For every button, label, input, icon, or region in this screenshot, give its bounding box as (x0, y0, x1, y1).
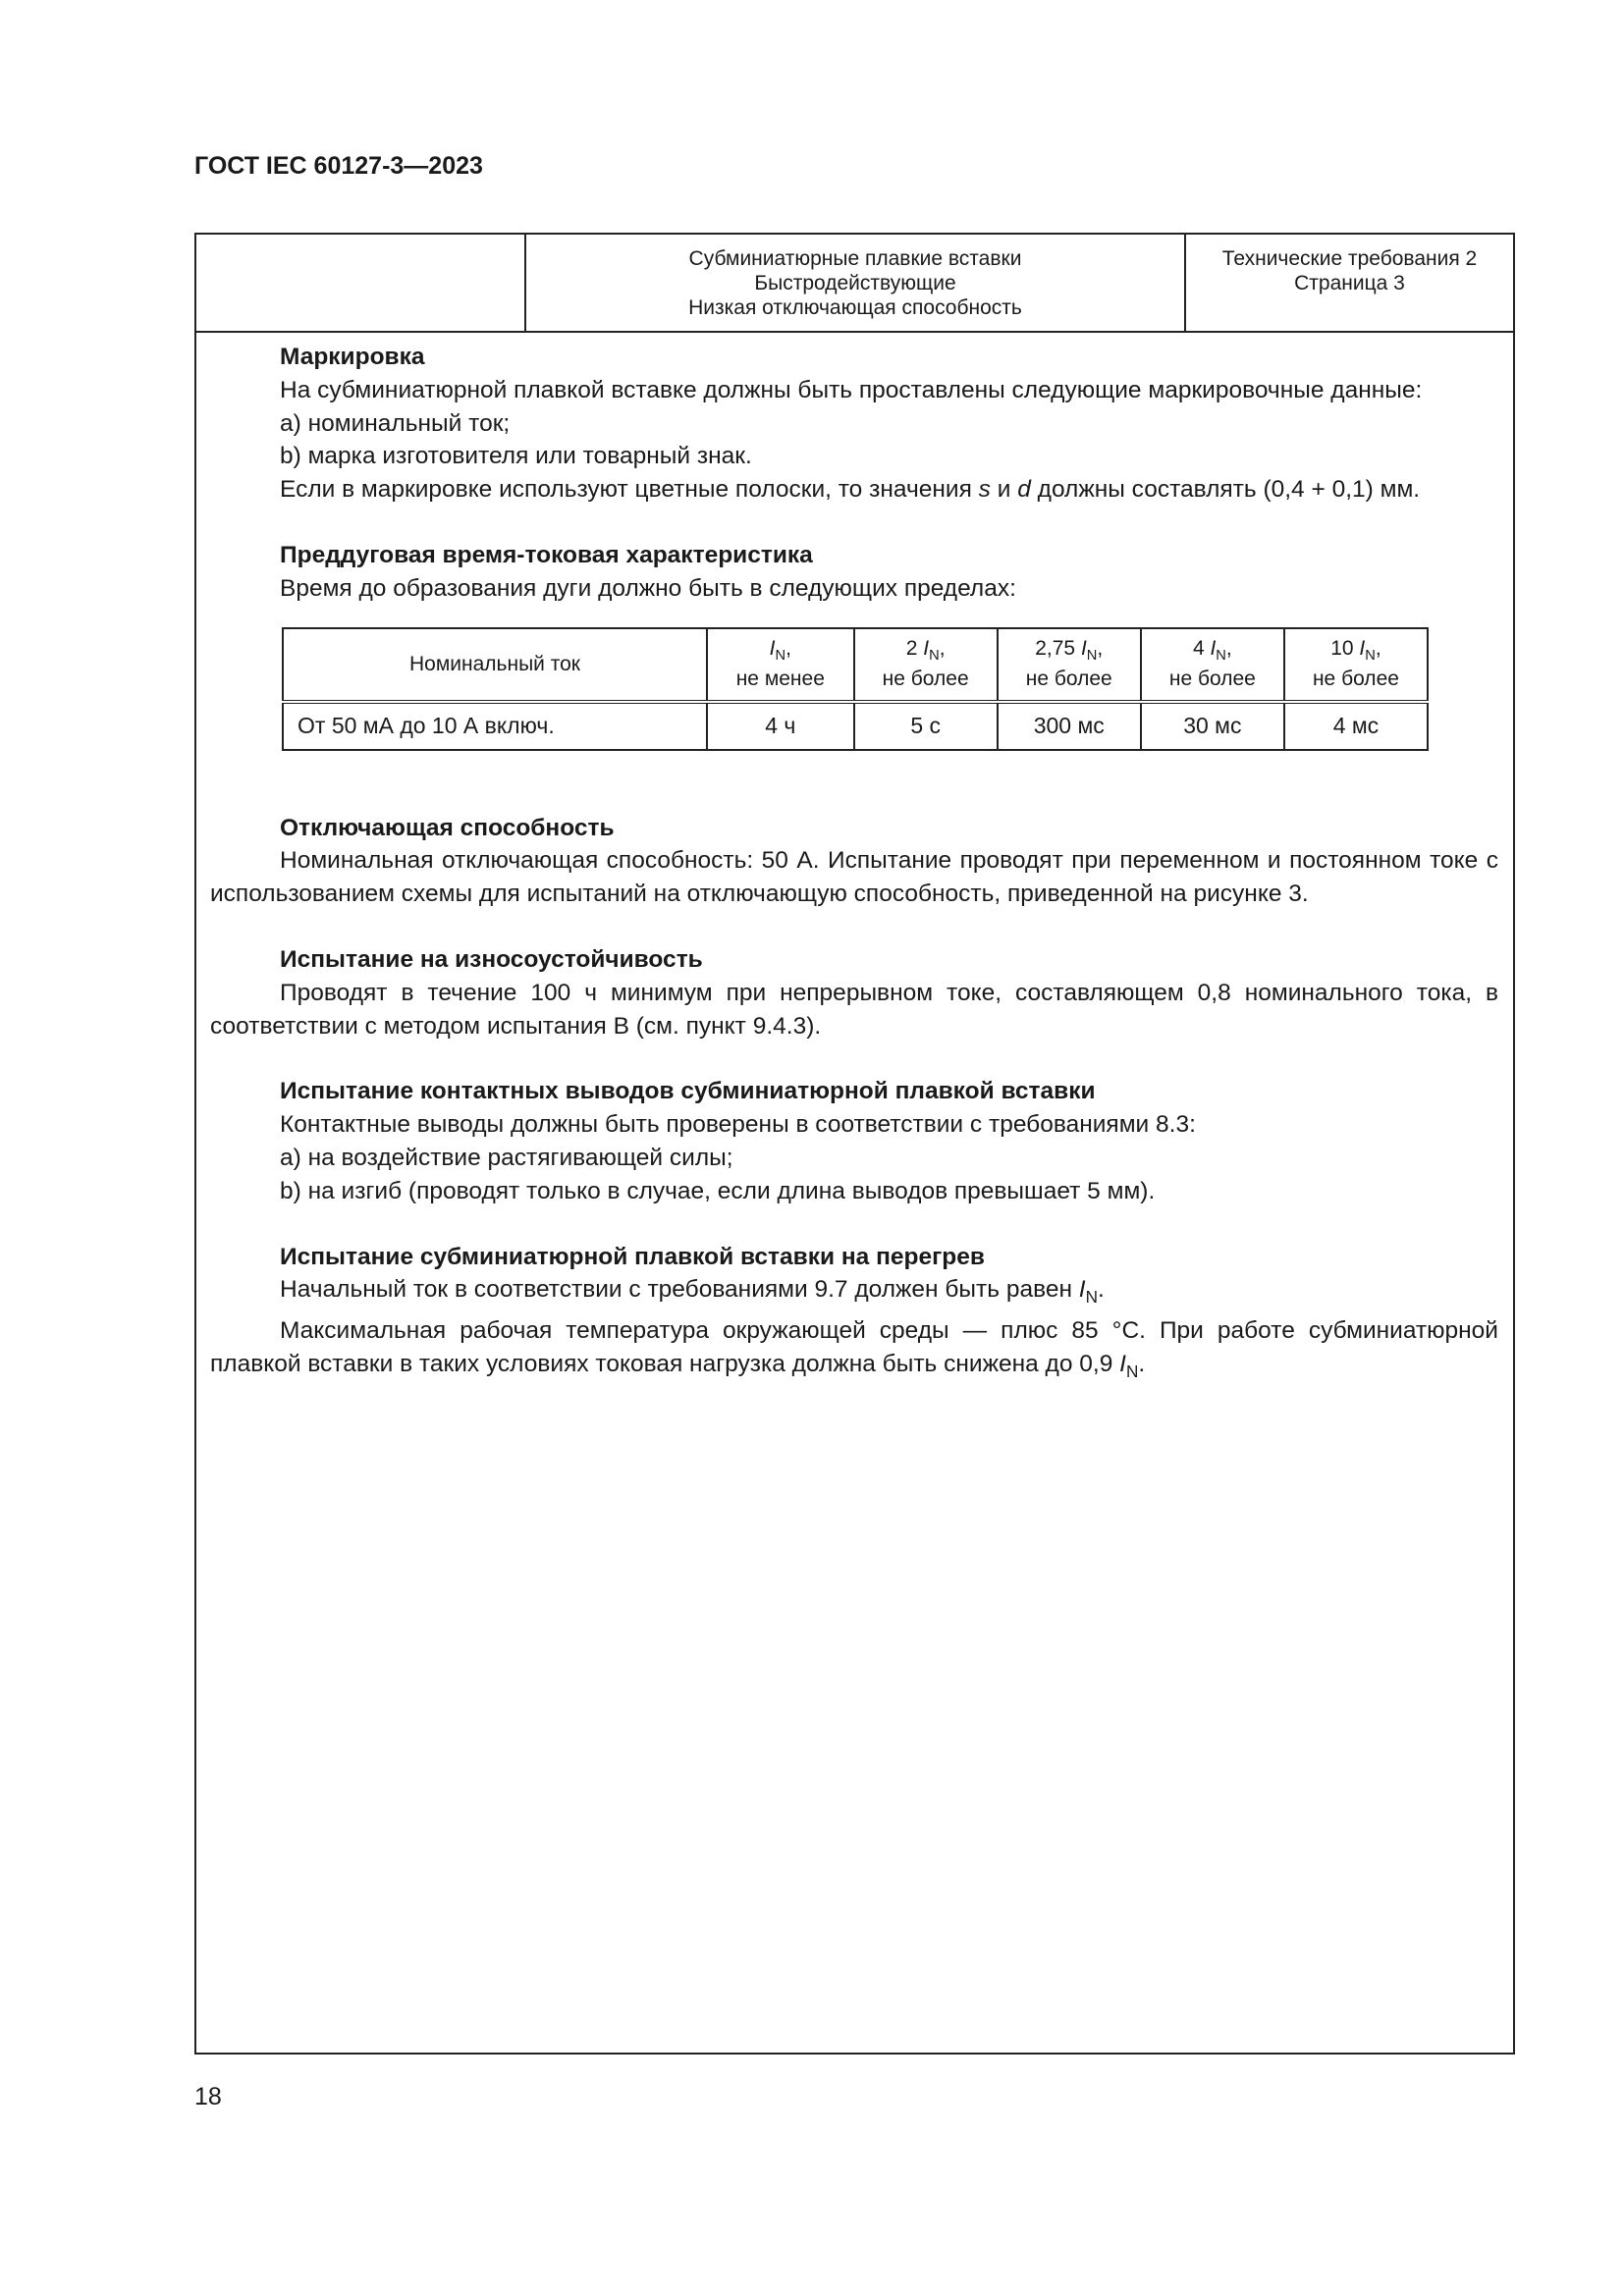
text: должны составлять (0,4 + 0,1) мм. (1030, 476, 1421, 504)
document-title: ГОСТ IEC 60127-3—2023 (194, 152, 483, 180)
paragraph: Время до образования дуги должно быть в следующих пределах: (280, 574, 1016, 602)
table-header-cell: Номинальный ток (283, 628, 707, 702)
header-cell-sheet (1186, 235, 1513, 331)
header-cell-empty (196, 235, 526, 331)
table-cell: 30 мс (1141, 702, 1284, 750)
frame-body (210, 341, 1498, 1389)
section-heading: Отключающая способность (280, 814, 615, 841)
table-header-cell: 10 $I_N$, не более (1284, 628, 1428, 702)
table-cell: 300 мс (998, 702, 1141, 750)
table-cell: 4 ч (707, 702, 854, 750)
requirements-frame (194, 233, 1515, 2055)
header-cell-description (526, 235, 1186, 331)
table-cell: 4 мс (1284, 702, 1428, 750)
paragraph (210, 473, 1498, 507)
table-header-cell: $I_N$, не менее (707, 628, 854, 702)
section-heading: Испытание контактных выводов субминиатюрной плавкой вставки (280, 1078, 1096, 1105)
section-heading: Испытание субминиатюрной плавкой вставки на перегрев (280, 1243, 985, 1270)
table-row (283, 702, 1428, 750)
frame-header (196, 235, 1513, 333)
list-item: b) на изгиб (проводят только в случае, если длина выводов превышает 5 мм). (280, 1177, 1156, 1204)
paragraph: На субминиатюрной плавкой вставке должны быть проставлены следующие маркировочные данные: (280, 376, 1423, 403)
header-line: Технические требования 2 (1221, 247, 1478, 270)
list-item: a) на воздействие растягивающей силы; (280, 1144, 733, 1171)
table-cell: 5 с (854, 702, 998, 750)
paragraph: Максимальная рабочая температура окружающей среды — плюс 85 °С. При работе субминиатюрной плавкой вставки в таких условиях токовая нагрузка должна быть снижена до 0,9 $I_N$. (210, 1317, 1498, 1381)
prearc-table (282, 627, 1429, 751)
section-heading: Преддуговая время-токовая характеристика (280, 541, 813, 568)
header-line: Субминиатюрные плавкие вставки (688, 247, 1022, 270)
header-line: Низкая отключающая способность (688, 296, 1022, 319)
section-heading: Испытание на износоустойчивость (280, 945, 703, 973)
table-header-cell: 2 $I_N$, не более (854, 628, 998, 702)
paragraph: Начальный ток в соответствии с требованиями 9.7 должен быть равен $I_N$. (280, 1276, 1105, 1308)
text: и (990, 476, 1018, 504)
paragraph: Проводят в течение 100 ч минимум при непрерывном токе, составляющем 0,8 номинального тока, в соответствии с методом испытания B (см. пункт 9.4.3). (210, 979, 1498, 1040)
text: Если в маркировке используют цветные полоски, то значения (280, 476, 979, 504)
section-heading: Маркировка (280, 344, 425, 370)
table-header-cell: 4 $I_N$, не более (1141, 628, 1284, 702)
table-header-row (283, 628, 1428, 702)
header-line: Страница 3 (1294, 272, 1405, 294)
symbol-d: d (1017, 476, 1031, 504)
table-header-cell: 2,75 $I_N$, не более (998, 628, 1141, 702)
table-cell: От 50 мА до 10 А включ. (283, 702, 707, 750)
paragraph: Номинальная отключающая способность: 50 А. Испытание проводят при переменном и постоянном токе с использованием схемы для испытаний на отключающую способность, приведенной на рисунке 3. (210, 847, 1498, 908)
paragraph: Контактные выводы должны быть проверены в соответствии с требованиями 8.3: (280, 1111, 1196, 1139)
header-line: Быстродействующие (754, 272, 956, 294)
symbol-s: s (978, 476, 991, 504)
list-item: b) марка изготовителя или товарный знак. (280, 443, 752, 470)
list-item: a) номинальный ток; (280, 409, 511, 437)
page-number: 18 (194, 2083, 222, 2110)
